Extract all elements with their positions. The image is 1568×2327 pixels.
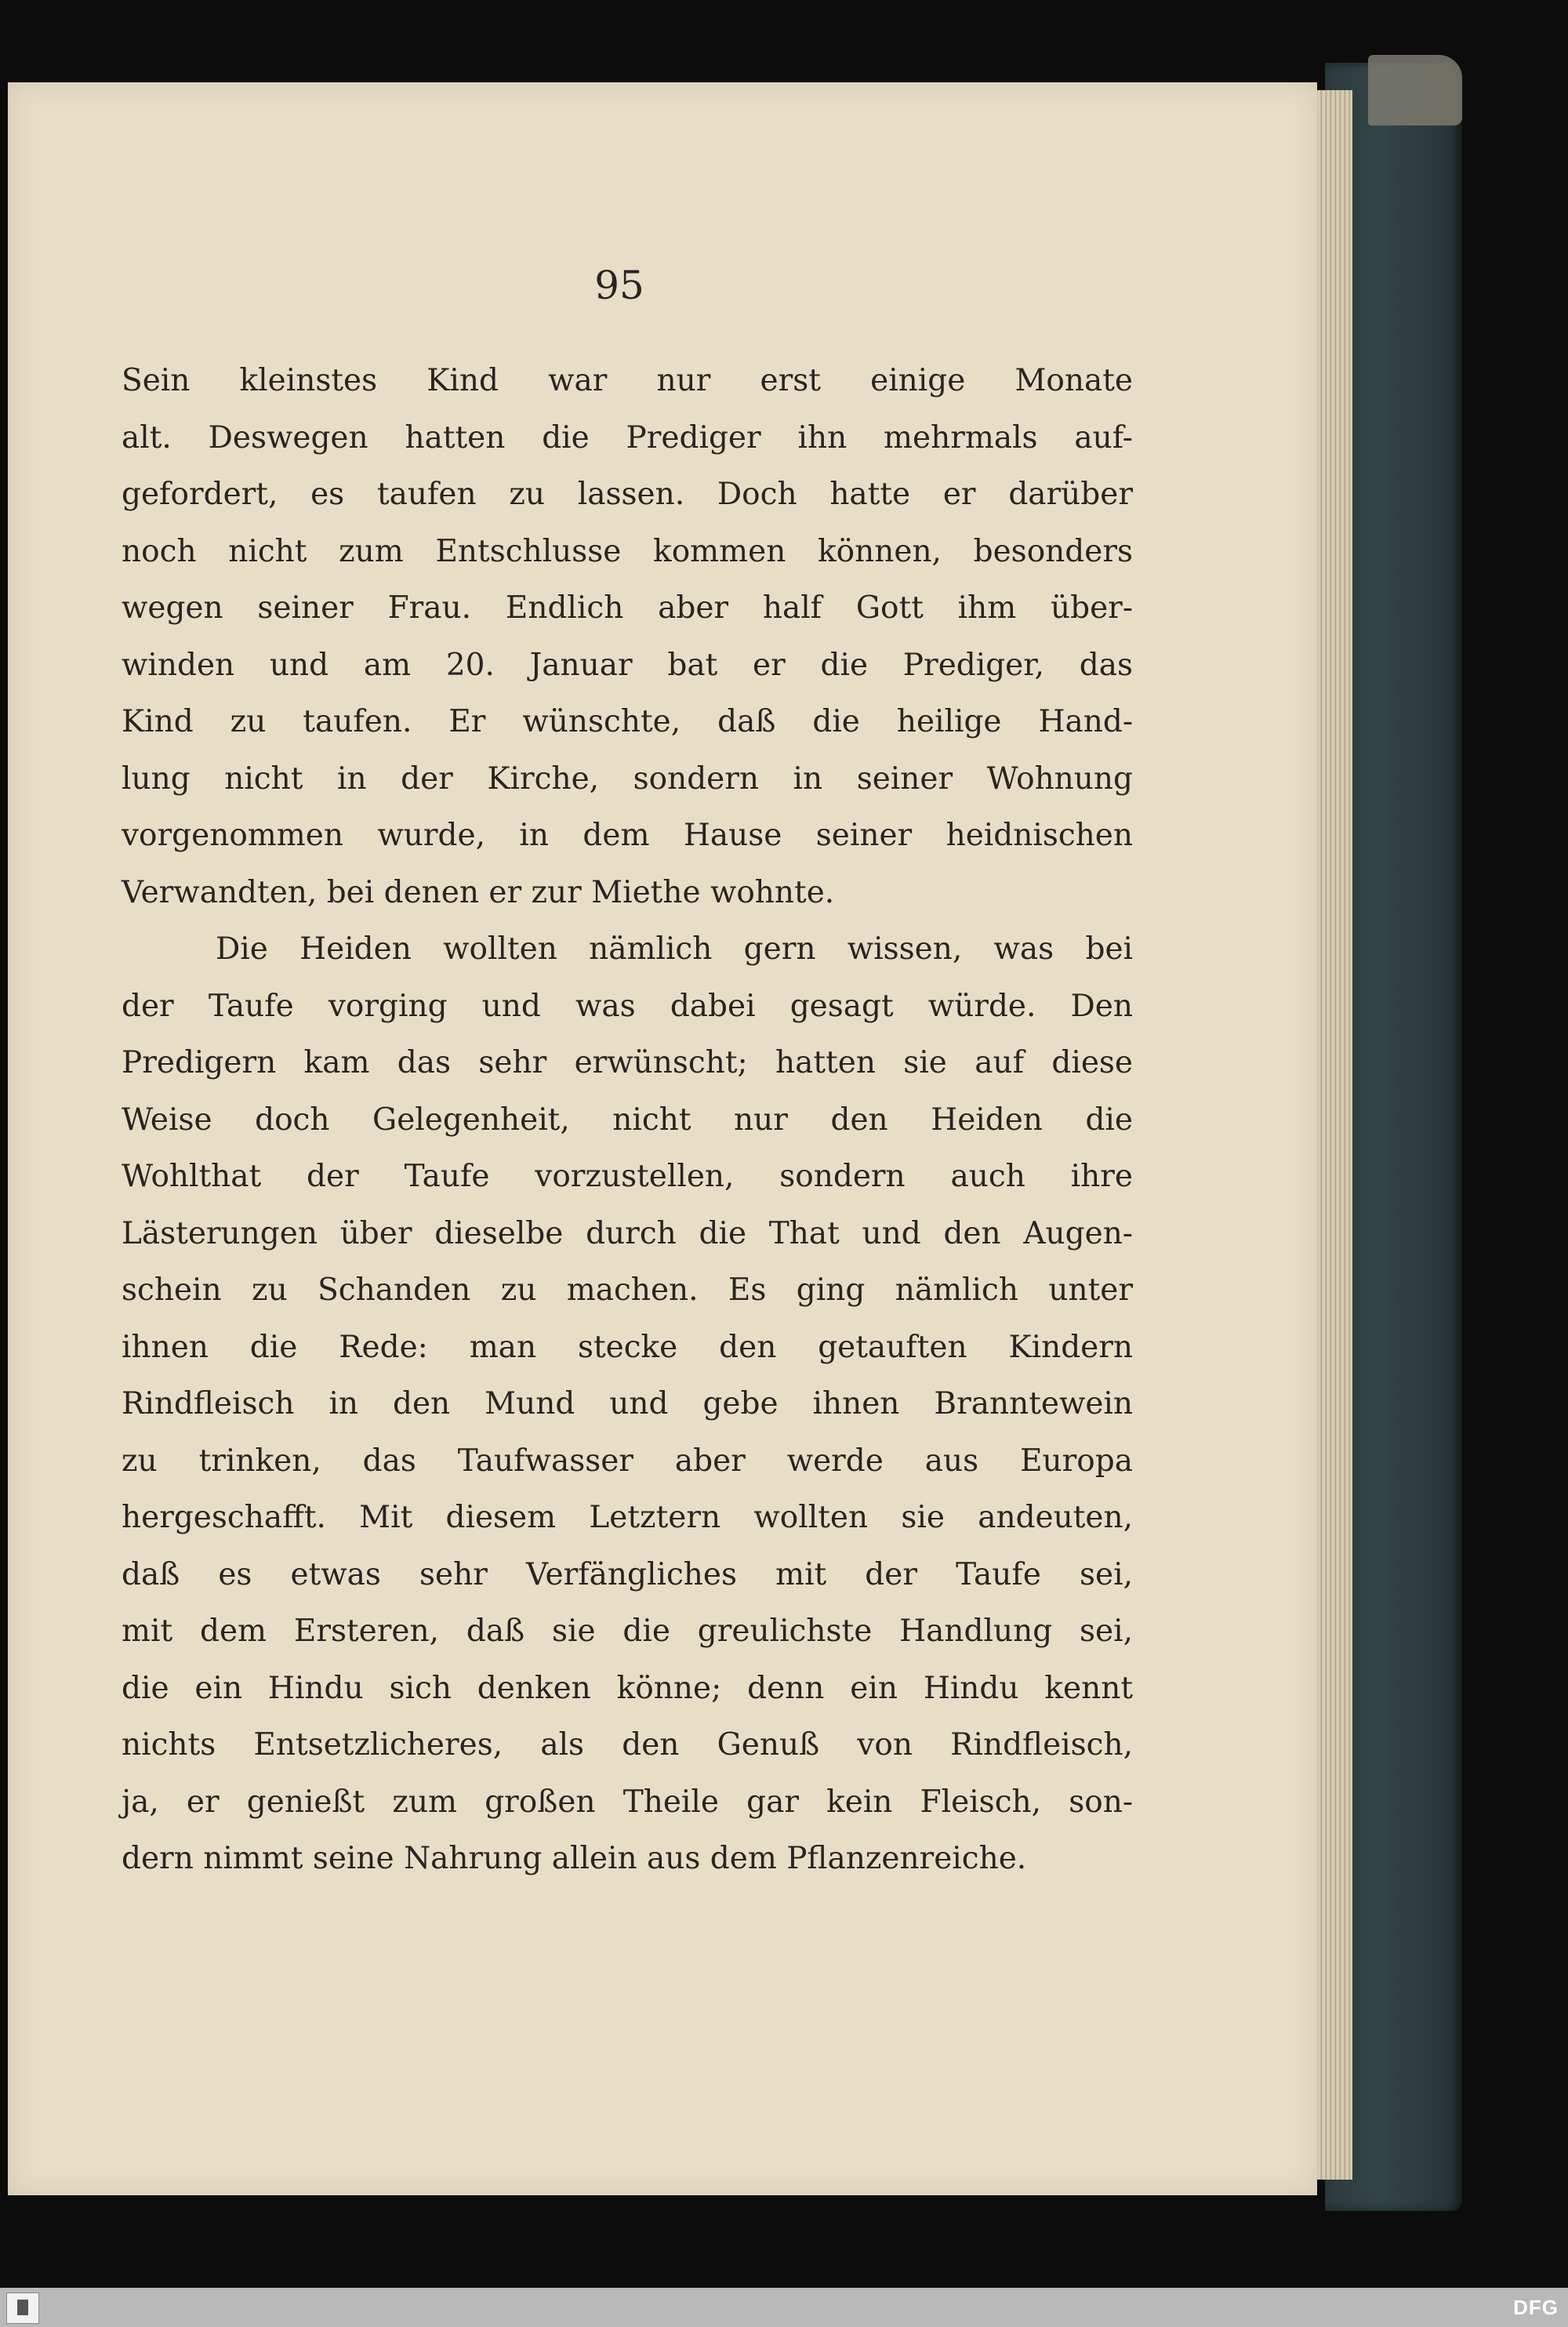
text-line: winden und am 20. Januar bat er die Prediger, das [122,647,1133,683]
text-line: Kind zu taufen. Er wünschte, daß die heilige Hand- [122,704,1133,739]
dfg-logo: DFG [1513,2296,1559,2319]
text-line: der Taufe vorging und was dabei gesagt würde. Den [122,988,1133,1024]
text-line: Verwandten, bei denen er zur Miethe wohnte. [122,874,835,910]
book-page [8,82,1317,2195]
text-line: ihnen die Rede: man stecke den getauften Kindern [122,1329,1133,1365]
text-line: alt. Deswegen hatten die Prediger ihn mehrmals auf- [122,419,1133,456]
text-line: schein zu Schanden zu machen. Es ging nämlich unter [122,1272,1133,1308]
text-line: zu trinken, das Taufwasser aber werde aus Europa [122,1443,1133,1479]
text-line: lung nicht in der Kirche, sondern in seiner Wohnung [122,761,1133,797]
text-line: gefordert, es taufen zu lassen. Doch hatte er darüber [122,477,1133,512]
text-line: Die Heiden wollten nämlich gern wissen, was bei [216,931,1133,967]
viewer-footer [0,2288,1568,2327]
text-line: wegen seiner Frau. Endlich aber half Gott ihm über- [122,590,1133,626]
text-line: Predigern kam das sehr erwünscht; hatten sie auf diese [122,1045,1133,1080]
text-line: Weise doch Gelegenheit, nicht nur den Heiden die [122,1102,1133,1138]
text-line: Sein kleinstes Kind war nur erst einige Monate [122,363,1133,398]
text-line: ja, er genießt zum großen Theile gar kein Fleisch, son- [122,1784,1133,1820]
text-line: Lästerungen über dieselbe durch die That und den Augen- [122,1215,1133,1251]
page-text [122,353,1133,1888]
cover-corner [1368,55,1462,125]
text-line: nichts Entsetzlicheres, als den Genuß von Rindfleisch, [122,1727,1133,1762]
text-line: mit dem Ersteren, daß sie die greulichste Handlung sei, [122,1614,1133,1649]
page-edges [1313,90,1352,2180]
text-line: hergeschafft. Mit diesem Letztern wollten sie andeuten, [122,1500,1133,1535]
text-line: noch nicht zum Entschlusse kommen können, besonders [122,533,1133,569]
text-line: daß es etwas sehr Verfängliches mit der Taufe sei, [122,1556,1133,1592]
page-number: 95 [594,263,644,308]
text-line: die ein Hindu sich denken könne; denn ein Hindu kennt [122,1670,1133,1706]
text-line: Rindfleisch in den Mund und gebe ihnen Branntewein [122,1386,1133,1421]
library-logo-icon [6,2293,39,2324]
text-line: Wohlthat der Taufe vorzustellen, sondern auch ihre [122,1159,1133,1194]
text-line: vorgenommen wurde, in dem Hause seiner heidnischen [122,818,1133,853]
text-line: dern nimmt seine Nahrung allein aus dem Pflanzenreiche. [122,1841,1027,1876]
